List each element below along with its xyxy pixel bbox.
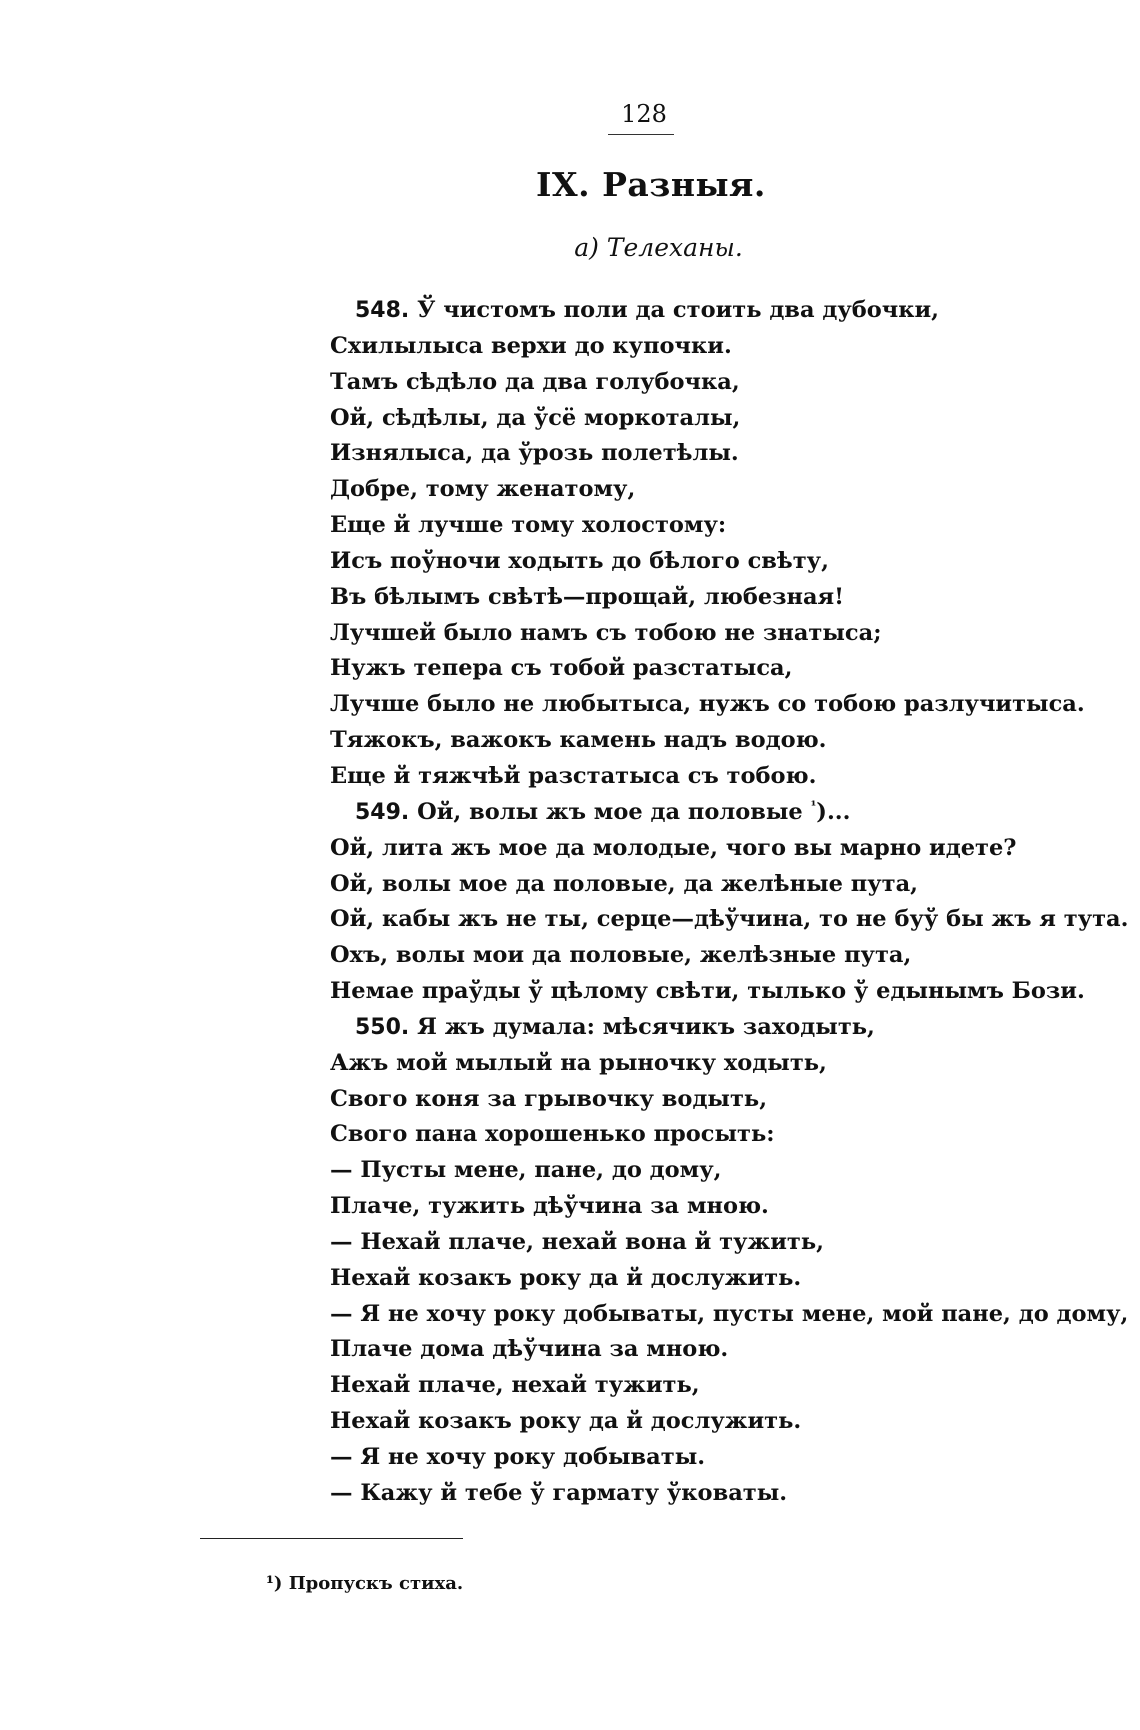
- verse-550-line-2: Ажъ мой мылый на рыночку ходыть,: [330, 1049, 827, 1076]
- verse-number: 549.: [355, 799, 410, 825]
- subsection-title: a) Телеханы.: [574, 233, 743, 262]
- verse-550-line-3: Свого коня за грывочку водыть,: [330, 1085, 768, 1112]
- verse-550-line-5: — Пусты мене, пане, до дому,: [330, 1157, 722, 1184]
- page-number: 128: [621, 100, 667, 128]
- verse-number: 550.: [355, 1014, 410, 1040]
- verse-548-line-7: Еще й лучше тому холостому:: [330, 512, 727, 539]
- verse-549-line-1: [330, 795, 1130, 831]
- verse-550-line-4: Свого пана хорошенько просыть:: [330, 1121, 775, 1148]
- footnote-reference: ¹: [810, 798, 817, 814]
- verse-550-line-6: Плаче, тужить дѣўчина за мною.: [330, 1193, 769, 1220]
- verse-548-line-3: Тамъ сѣдѣло да два голубочка,: [330, 368, 740, 395]
- page-number-rule: [608, 134, 674, 135]
- footnote: [266, 1573, 463, 1594]
- verse-550-line-7: — Нехай плаче, нехай вона й тужить,: [330, 1228, 824, 1255]
- verse-548-line-4: Ой, сѣдѣлы, да ўсё моркоталы,: [330, 404, 741, 431]
- verse-548-line-12: Лучше было не любытыса, нужъ со тобою разлучитыса.: [330, 691, 1085, 718]
- verse-549-line-2: Ой, лита жъ мое да молодые, чого вы марно идете?: [330, 834, 1017, 861]
- verse-548-line-6: Добре, тому женатому,: [330, 476, 636, 503]
- verse-548-line-2: Схилылыса верхи до купочки.: [330, 332, 732, 359]
- verse-548-line-9: Въ бѣлымъ свѣтѣ—прощай, любезная!: [330, 583, 845, 610]
- verse-number: 548.: [355, 298, 410, 323]
- verse-line-text: Я жъ думала: мѣсячикъ заходыть,: [417, 1013, 875, 1040]
- verse-548-line-5: Изнялыса, да ўрозь полетѣлы.: [330, 440, 739, 467]
- verse-line-tail: )...: [816, 798, 851, 825]
- poem-text: [330, 293, 1130, 1512]
- verse-548-line-8: Исъ поўночи ходыть до бѣлого свѣту,: [330, 547, 829, 574]
- verse-line-text: Ой, волы жъ мое да половые: [417, 798, 803, 825]
- verse-line-text: Ў чистомъ поли да стоить два дубочки,: [417, 297, 940, 323]
- footnote-mark: ¹): [266, 1573, 283, 1594]
- verse-548-line-11: Нужъ тепера съ тобой разстатыса,: [330, 655, 793, 682]
- verse-550-line-8: Нехай козакъ року да й дослужить.: [330, 1264, 802, 1291]
- verse-548-line-10: Лучшей было намъ съ тобою не знатыса;: [330, 619, 882, 646]
- verse-549-line-5: Охъ, волы мои да половые, желѣзные пута,: [330, 942, 912, 969]
- verse-548-line-14: Еще й тяжчѣй разстатыса съ тобою.: [330, 762, 817, 789]
- verse-550-line-1: [330, 1010, 1130, 1046]
- verse-550-line-14: — Кажу й тебе ў гармату ўковаты.: [330, 1479, 788, 1506]
- verse-549-line-6: Немае праўды ў цѣлому свѣти, тылько ў едынымъ Бози.: [330, 978, 1085, 1005]
- verse-550-line-10: Плаче дома дѣўчина за мною.: [330, 1336, 729, 1363]
- verse-550-line-13: — Я не хочу року добываты.: [330, 1444, 706, 1470]
- verse-550-line-9: — Я не хочу року добываты, пусты мене, мой пане, до дому,: [330, 1300, 1129, 1327]
- verse-549-line-3: Ой, волы мое да половые, да желѣные пута,: [330, 870, 918, 897]
- footnote-text: Пропускъ стиха.: [288, 1573, 464, 1594]
- verse-549-line-4: Ой, кабы жъ не ты, серце—дѣўчина, то не буў бы жъ я тута.: [330, 906, 1129, 933]
- verse-550-line-11: Нехай плаче, нехай тужить,: [330, 1372, 700, 1399]
- footnote-divider: [200, 1538, 463, 1539]
- section-title: IX. Разныя.: [536, 165, 766, 204]
- verse-550-line-12: Нехай козакъ року да й дослужить.: [330, 1408, 802, 1435]
- verse-548-line-1: [330, 293, 1130, 329]
- verse-548-line-13: Тяжокъ, важокъ камень надъ водою.: [330, 727, 827, 754]
